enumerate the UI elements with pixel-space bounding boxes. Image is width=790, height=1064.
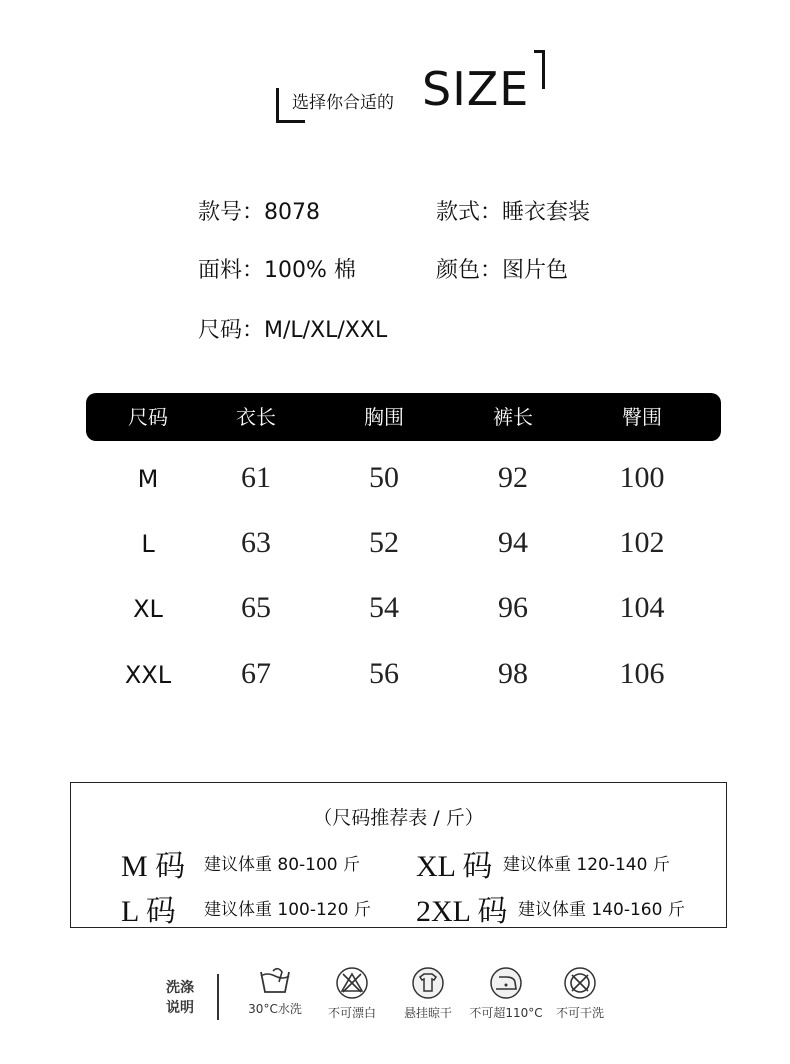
top-length-cell: 63 [241,526,271,559]
care-item [466,966,546,1021]
pants-length-cell: 96 [498,591,528,624]
care-text: 不可超110°C [469,1006,543,1020]
style-type: 款式：睡衣套装 [436,200,591,225]
iron-110-icon [489,966,523,1000]
recommendation-title: （尺码推荐表 / 斤） [313,807,484,829]
chest-cell: 56 [369,657,399,690]
size-cell: XXL [124,661,172,689]
title-corner-top-right [534,50,545,89]
care-item [235,966,315,1017]
recommendation-weight: 建议体重 140-160 斤 [518,900,685,920]
pants-length-cell: 94 [498,526,528,559]
table-row [0,657,790,697]
table-row [0,526,790,566]
recommendation-size-code: L 码 [121,895,176,928]
top-length-cell: 61 [241,461,271,494]
top-length-cell: 67 [241,657,271,690]
chest-cell: 52 [369,526,399,559]
care-label-line1: 洗涤 [166,980,194,996]
wash-30-icon [258,966,292,996]
recommendation-weight: 建议体重 80-100 斤 [204,855,361,875]
hip-cell: 106 [619,657,665,690]
hang-dry-icon [411,966,445,1000]
header-chest: 胸围 [364,405,404,429]
title-main: SIZE [422,62,530,116]
header-pants-length: 裤长 [493,405,533,429]
page-title-block [276,48,546,128]
no-dry-clean-icon [563,966,597,1000]
care-item [312,966,392,1021]
top-length-cell: 65 [241,591,271,624]
care-text: 不可干洗 [555,1006,604,1020]
hip-cell: 104 [619,591,665,624]
care-item [540,966,620,1021]
fabric: 面料：100% 棉 [198,258,356,283]
title-subtitle: 选择你合适的 [292,93,394,113]
header-hip: 臀围 [622,405,662,429]
care-text: 不可漂白 [327,1006,376,1020]
recommendation-weight: 建议体重 100-120 斤 [204,900,371,920]
recommendation-size-code: 2XL 码 [416,895,508,928]
size-cell: L [141,530,155,558]
recommendation-weight: 建议体重 120-140 斤 [503,855,670,875]
pants-length-cell: 92 [498,461,528,494]
header-top-length: 衣长 [236,405,276,429]
recommendation-size-code: XL 码 [416,850,493,883]
care-item [388,966,468,1021]
size-cell: XL [133,595,163,623]
hip-cell: 100 [619,461,665,494]
available-sizes: 尺码：M/L/XL/XXL [198,318,388,343]
no-bleach-icon [335,966,369,1000]
size-cell: M [137,465,159,493]
table-row [0,591,790,631]
care-divider [217,974,219,1020]
table-row [0,461,790,501]
header-size: 尺码 [128,405,168,429]
size-recommendation-box [70,782,727,928]
chest-cell: 50 [369,461,399,494]
color: 颜色：图片色 [436,258,569,283]
care-text: 悬挂晾干 [403,1006,452,1020]
care-text: 30°C水洗 [248,1002,302,1016]
care-label-line2: 说明 [166,1000,194,1016]
chest-cell: 54 [369,591,399,624]
style-number: 款号：8078 [198,200,320,225]
recommendation-size-code: M 码 [121,850,186,883]
size-table-header [86,393,721,441]
care-label [166,978,194,1018]
hip-cell: 102 [619,526,665,559]
pants-length-cell: 98 [498,657,528,690]
